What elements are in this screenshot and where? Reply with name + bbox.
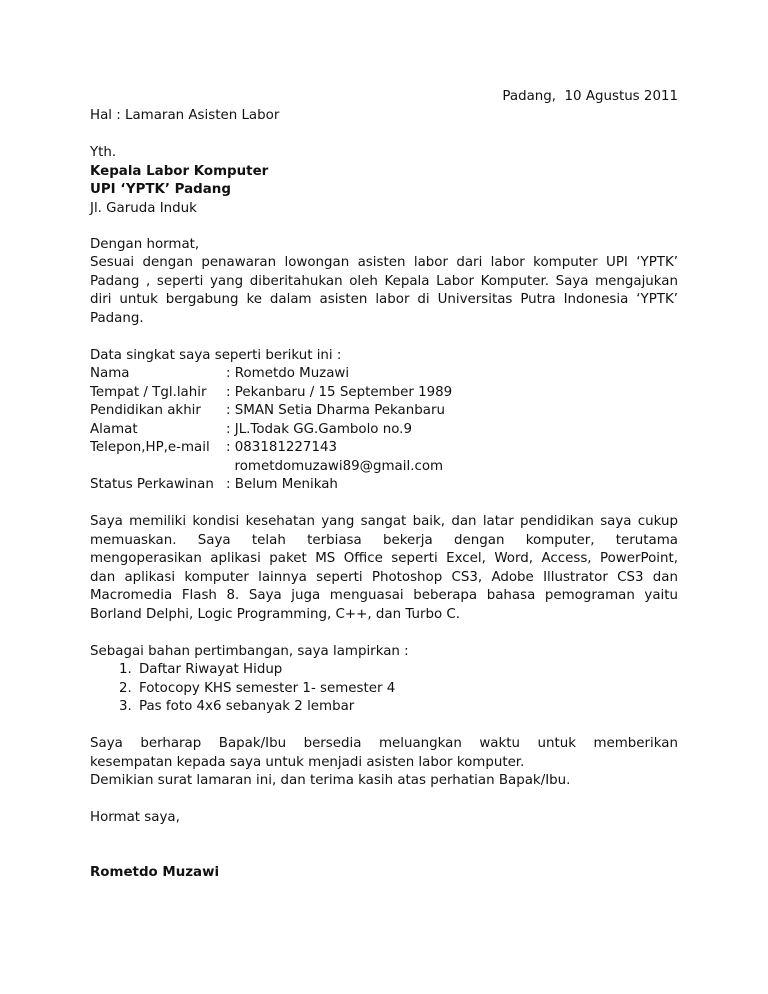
skills-line: dan aplikasi komputer lainnya seperti Photoshop CS3, Adobe Illustrator CS3 dan bbox=[90, 569, 678, 585]
data-value-email: rometdomuzawi89@gmail.com bbox=[226, 458, 444, 474]
attachment-item: 1. Daftar Riwayat Hidup bbox=[136, 661, 678, 680]
recipient-institution: UPI ‘YPTK’ Padang bbox=[90, 182, 231, 197]
data-row-ttl bbox=[90, 384, 678, 403]
data-label: Pendidikan akhir bbox=[90, 403, 201, 418]
greeting: Dengan hormat, bbox=[90, 237, 200, 252]
data-label: Telepon,HP,e-mail bbox=[90, 440, 210, 455]
data-value: : Rometdo Muzawi bbox=[226, 366, 350, 381]
closing-line: kesempatan kepada saya untuk menjadi asisten labor komputer. bbox=[90, 754, 525, 770]
data-row-pendidikan bbox=[90, 402, 678, 421]
skills-line: memuaskan. Saya telah terbiasa bekerja dengan komputer, terutama bbox=[90, 532, 678, 548]
attachment-item: 3. Pas foto 4x6 sebanyak 2 lembar bbox=[136, 698, 678, 717]
skills-paragraph bbox=[90, 513, 678, 624]
attachments-intro: Sebagai bahan pertimbangan, saya lampirkan : bbox=[90, 644, 409, 659]
intro-line: Sesuai dengan penawaran lowongan asisten labor dari labor komputer UPI ‘YPTK’ bbox=[90, 255, 678, 270]
skills-line: Macromedia Flash 8. Saya juga menguasai beberapa bahasa pemograman yaitu bbox=[90, 588, 678, 603]
intro-line: Padang , seperti yang diberitahukan oleh Kepala Labor Komputer. Saya mengajukan bbox=[90, 273, 678, 289]
attachments-list-wrap bbox=[90, 661, 678, 717]
closing-line: Saya berharap Bapak/Ibu bersedia meluangkan waktu untuk memberikan bbox=[90, 736, 678, 751]
place-date: Padang, 10 Agustus 2011 bbox=[502, 89, 678, 104]
intro-line: diri untuk bergabung ke dalam asisten labor di Universitas Putra Indonesia ‘YPTK’ bbox=[90, 292, 678, 307]
data-label: Tempat / Tgl.lahir bbox=[90, 384, 207, 400]
data-label-empty bbox=[90, 458, 226, 477]
recipient-title: Kepala Labor Komputer bbox=[90, 163, 269, 179]
skills-line: mengoperasikan aplikasi paket MS Office seperti Excel, Word, Access, PowerPoint, bbox=[90, 551, 678, 566]
letter-page bbox=[90, 0, 678, 994]
data-label: Alamat bbox=[90, 421, 138, 437]
data-value: : Pekanbaru / 15 September 1989 bbox=[226, 384, 453, 400]
personal-data-table bbox=[90, 365, 678, 495]
subject-line: Hal : Lamaran Asisten Labor bbox=[90, 108, 280, 123]
skills-line: Borland Delphi, Logic Programming, C++, dan Turbo C. bbox=[90, 606, 461, 622]
attachment-item: 2. Fotocopy KHS semester 1- semester 4 bbox=[136, 680, 678, 699]
data-row-alamat bbox=[90, 421, 678, 440]
closing-line: Demikian surat lamaran ini, dan terima kasih atas perhatian Bapak/Ibu. bbox=[90, 773, 571, 788]
data-row-nama bbox=[90, 365, 678, 384]
data-value: : 083181227143 bbox=[226, 440, 338, 455]
recipient-salutation: Yth. bbox=[90, 145, 117, 160]
data-row-status bbox=[90, 476, 678, 495]
attachments-list bbox=[90, 661, 678, 717]
data-value: : Belum Menikah bbox=[226, 477, 338, 492]
data-value: : SMAN Setia Dharma Pekanbaru bbox=[226, 403, 445, 418]
skills-line: Saya memiliki kondisi kesehatan yang sangat baik, dan latar pendidikan saya cukup bbox=[90, 514, 678, 529]
data-label: Nama bbox=[90, 366, 130, 381]
intro-paragraph bbox=[90, 254, 678, 328]
recipient-block bbox=[90, 144, 678, 218]
data-row-telepon bbox=[90, 439, 678, 458]
data-intro: Data singkat saya seperti berikut ini : bbox=[90, 348, 342, 363]
data-value: : JL.Todak GG.Gambolo no.9 bbox=[226, 421, 412, 437]
signature-name: Rometdo Muzawi bbox=[90, 865, 220, 880]
data-label: Status Perkawinan bbox=[90, 477, 214, 492]
intro-line: Padang. bbox=[90, 310, 144, 326]
recipient-address: Jl. Garuda Induk bbox=[90, 200, 197, 216]
regards: Hormat saya, bbox=[90, 810, 180, 825]
data-row-email bbox=[90, 458, 678, 477]
closing-paragraph bbox=[90, 735, 678, 791]
